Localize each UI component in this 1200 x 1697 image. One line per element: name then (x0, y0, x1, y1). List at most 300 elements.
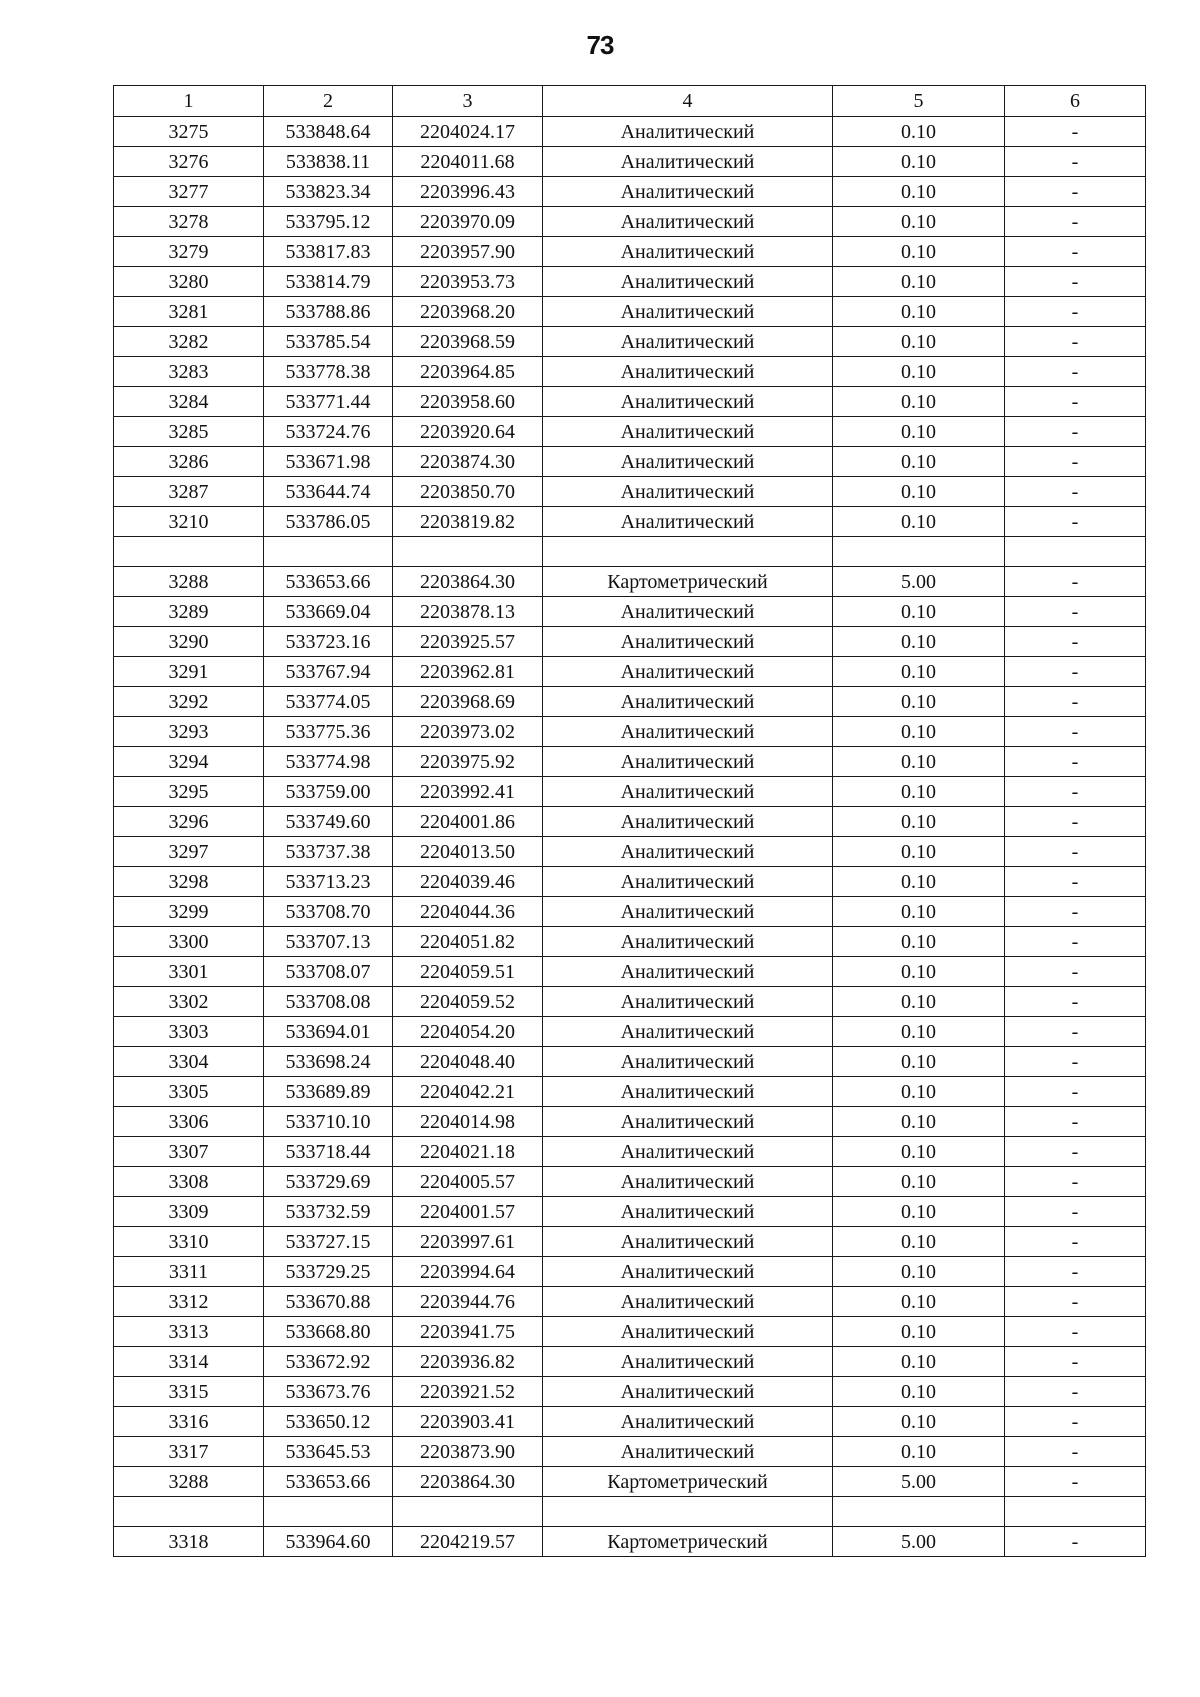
accuracy-cell: 0.10 (833, 117, 1005, 147)
note-cell: - (1005, 1077, 1146, 1107)
method-cell: Аналитический (543, 1377, 833, 1407)
accuracy-cell: 0.10 (833, 387, 1005, 417)
accuracy-cell: 0.10 (833, 957, 1005, 987)
accuracy-cell: 0.10 (833, 777, 1005, 807)
accuracy-cell: 0.10 (833, 1107, 1005, 1137)
method-cell: Аналитический (543, 777, 833, 807)
note-cell: - (1005, 1257, 1146, 1287)
method-cell: Аналитический (543, 1317, 833, 1347)
y-coordinate-cell: 2203920.64 (393, 417, 543, 447)
x-coordinate-cell: 533838.11 (264, 147, 393, 177)
y-coordinate-cell: 2204048.40 (393, 1047, 543, 1077)
table-row (114, 237, 1146, 267)
table-row (114, 567, 1146, 597)
note-cell (1005, 1497, 1146, 1527)
table-row (114, 927, 1146, 957)
method-cell: Аналитический (543, 657, 833, 687)
method-cell: Аналитический (543, 327, 833, 357)
y-coordinate-cell: 2204005.57 (393, 1167, 543, 1197)
point-number-cell: 3297 (114, 837, 264, 867)
y-coordinate-cell: 2203903.41 (393, 1407, 543, 1437)
point-number-cell: 3299 (114, 897, 264, 927)
x-coordinate-cell: 533785.54 (264, 327, 393, 357)
table-row (114, 1137, 1146, 1167)
x-coordinate-cell: 533723.16 (264, 627, 393, 657)
table-row (114, 1497, 1146, 1527)
x-coordinate-cell: 533774.98 (264, 747, 393, 777)
y-coordinate-cell: 2204044.36 (393, 897, 543, 927)
accuracy-cell: 0.10 (833, 1407, 1005, 1437)
table-row (114, 1527, 1146, 1557)
method-cell: Аналитический (543, 1077, 833, 1107)
point-number-cell: 3288 (114, 567, 264, 597)
point-number-cell: 3294 (114, 747, 264, 777)
note-cell: - (1005, 597, 1146, 627)
x-coordinate-cell: 533669.04 (264, 597, 393, 627)
table-row (114, 1167, 1146, 1197)
table-row (114, 807, 1146, 837)
note-cell: - (1005, 957, 1146, 987)
table-row (114, 267, 1146, 297)
x-coordinate-cell: 533737.38 (264, 837, 393, 867)
table-row (114, 417, 1146, 447)
y-coordinate-cell: 2204042.21 (393, 1077, 543, 1107)
table-row (114, 387, 1146, 417)
method-cell: Аналитический (543, 717, 833, 747)
method-cell: Картометрический (543, 1527, 833, 1557)
table-row (114, 507, 1146, 537)
point-number-cell (114, 1497, 264, 1527)
note-cell: - (1005, 507, 1146, 537)
note-cell: - (1005, 1377, 1146, 1407)
y-coordinate-cell: 2204051.82 (393, 927, 543, 957)
accuracy-cell: 0.10 (833, 267, 1005, 297)
note-cell: - (1005, 1287, 1146, 1317)
point-number-cell: 3304 (114, 1047, 264, 1077)
note-cell: - (1005, 627, 1146, 657)
y-coordinate-cell: 2204013.50 (393, 837, 543, 867)
accuracy-cell: 0.10 (833, 1257, 1005, 1287)
table-row (114, 747, 1146, 777)
point-number-cell: 3315 (114, 1377, 264, 1407)
note-cell: - (1005, 1047, 1146, 1077)
method-cell: Аналитический (543, 897, 833, 927)
accuracy-cell: 0.10 (833, 237, 1005, 267)
method-cell: Аналитический (543, 597, 833, 627)
table-row (114, 477, 1146, 507)
x-coordinate-cell: 533672.92 (264, 1347, 393, 1377)
point-number-cell: 3311 (114, 1257, 264, 1287)
point-number-cell: 3316 (114, 1407, 264, 1437)
table-row (114, 207, 1146, 237)
point-number-cell: 3210 (114, 507, 264, 537)
note-cell: - (1005, 837, 1146, 867)
method-cell: Аналитический (543, 1107, 833, 1137)
table-row (114, 627, 1146, 657)
column-header: 5 (833, 86, 1005, 117)
table-row (114, 537, 1146, 567)
accuracy-cell: 0.10 (833, 507, 1005, 537)
x-coordinate-cell: 533668.80 (264, 1317, 393, 1347)
x-coordinate-cell: 533708.07 (264, 957, 393, 987)
method-cell: Аналитический (543, 987, 833, 1017)
note-cell: - (1005, 117, 1146, 147)
table-row (114, 1377, 1146, 1407)
accuracy-cell: 0.10 (833, 897, 1005, 927)
y-coordinate-cell: 2204219.57 (393, 1527, 543, 1557)
accuracy-cell: 0.10 (833, 687, 1005, 717)
point-number-cell: 3313 (114, 1317, 264, 1347)
method-cell: Аналитический (543, 447, 833, 477)
point-number-cell: 3296 (114, 807, 264, 837)
method-cell: Аналитический (543, 1017, 833, 1047)
point-number-cell: 3312 (114, 1287, 264, 1317)
y-coordinate-cell: 2203873.90 (393, 1437, 543, 1467)
y-coordinate-cell: 2203941.75 (393, 1317, 543, 1347)
method-cell: Аналитический (543, 357, 833, 387)
point-number-cell: 3284 (114, 387, 264, 417)
x-coordinate-cell: 533771.44 (264, 387, 393, 417)
note-cell: - (1005, 1137, 1146, 1167)
y-coordinate-cell: 2204059.51 (393, 957, 543, 987)
y-coordinate-cell: 2203973.02 (393, 717, 543, 747)
method-cell: Аналитический (543, 1047, 833, 1077)
method-cell: Аналитический (543, 687, 833, 717)
y-coordinate-cell: 2204001.86 (393, 807, 543, 837)
x-coordinate-cell: 533814.79 (264, 267, 393, 297)
method-cell: Аналитический (543, 867, 833, 897)
table-row (114, 717, 1146, 747)
note-cell: - (1005, 237, 1146, 267)
y-coordinate-cell: 2204054.20 (393, 1017, 543, 1047)
y-coordinate-cell: 2203994.64 (393, 1257, 543, 1287)
table-row (114, 1407, 1146, 1437)
table-row (114, 897, 1146, 927)
y-coordinate-cell: 2204039.46 (393, 867, 543, 897)
x-coordinate-cell: 533650.12 (264, 1407, 393, 1437)
x-coordinate-cell: 533823.34 (264, 177, 393, 207)
note-cell: - (1005, 1107, 1146, 1137)
accuracy-cell: 0.10 (833, 927, 1005, 957)
x-coordinate-cell: 533645.53 (264, 1437, 393, 1467)
method-cell: Аналитический (543, 627, 833, 657)
accuracy-cell: 0.10 (833, 1017, 1005, 1047)
method-cell: Аналитический (543, 1197, 833, 1227)
note-cell: - (1005, 1017, 1146, 1047)
point-number-cell: 3302 (114, 987, 264, 1017)
x-coordinate-cell: 533729.25 (264, 1257, 393, 1287)
point-number-cell: 3279 (114, 237, 264, 267)
y-coordinate-cell: 2203850.70 (393, 477, 543, 507)
x-coordinate-cell: 533653.66 (264, 567, 393, 597)
column-header: 4 (543, 86, 833, 117)
accuracy-cell: 0.10 (833, 1347, 1005, 1377)
note-cell: - (1005, 927, 1146, 957)
method-cell: Аналитический (543, 957, 833, 987)
method-cell: Аналитический (543, 1407, 833, 1437)
point-number-cell: 3288 (114, 1467, 264, 1497)
y-coordinate-cell: 2203925.57 (393, 627, 543, 657)
x-coordinate-cell: 533759.00 (264, 777, 393, 807)
point-number-cell: 3293 (114, 717, 264, 747)
point-number-cell: 3307 (114, 1137, 264, 1167)
x-coordinate-cell: 533713.23 (264, 867, 393, 897)
y-coordinate-cell: 2203874.30 (393, 447, 543, 477)
method-cell: Аналитический (543, 837, 833, 867)
note-cell: - (1005, 267, 1146, 297)
point-number-cell: 3289 (114, 597, 264, 627)
point-number-cell: 3281 (114, 297, 264, 327)
point-number-cell: 3318 (114, 1527, 264, 1557)
method-cell: Аналитический (543, 1287, 833, 1317)
x-coordinate-cell (264, 537, 393, 567)
accuracy-cell: 0.10 (833, 447, 1005, 477)
point-number-cell: 3310 (114, 1227, 264, 1257)
y-coordinate-cell: 2203921.52 (393, 1377, 543, 1407)
table-row (114, 1317, 1146, 1347)
note-cell: - (1005, 387, 1146, 417)
method-cell: Аналитический (543, 207, 833, 237)
y-coordinate-cell: 2203968.20 (393, 297, 543, 327)
note-cell: - (1005, 897, 1146, 927)
table-row (114, 867, 1146, 897)
point-number-cell: 3300 (114, 927, 264, 957)
x-coordinate-cell: 533727.15 (264, 1227, 393, 1257)
point-number-cell: 3309 (114, 1197, 264, 1227)
point-number-cell: 3286 (114, 447, 264, 477)
method-cell (543, 537, 833, 567)
x-coordinate-cell: 533718.44 (264, 1137, 393, 1167)
point-number-cell: 3283 (114, 357, 264, 387)
table-row (114, 687, 1146, 717)
y-coordinate-cell: 2203992.41 (393, 777, 543, 807)
table-row (114, 1347, 1146, 1377)
accuracy-cell: 0.10 (833, 1047, 1005, 1077)
point-number-cell: 3291 (114, 657, 264, 687)
table-row (114, 1017, 1146, 1047)
accuracy-cell: 0.10 (833, 477, 1005, 507)
x-coordinate-cell: 533698.24 (264, 1047, 393, 1077)
accuracy-cell: 0.10 (833, 627, 1005, 657)
column-header: 3 (393, 86, 543, 117)
accuracy-cell: 0.10 (833, 1077, 1005, 1107)
y-coordinate-cell: 2203953.73 (393, 267, 543, 297)
note-cell: - (1005, 657, 1146, 687)
accuracy-cell: 0.10 (833, 357, 1005, 387)
y-coordinate-cell: 2204011.68 (393, 147, 543, 177)
y-coordinate-cell: 2203975.92 (393, 747, 543, 777)
method-cell: Картометрический (543, 1467, 833, 1497)
method-cell: Аналитический (543, 1347, 833, 1377)
column-header: 1 (114, 86, 264, 117)
accuracy-cell: 0.10 (833, 807, 1005, 837)
x-coordinate-cell: 533767.94 (264, 657, 393, 687)
table-row (114, 1077, 1146, 1107)
accuracy-cell: 0.10 (833, 837, 1005, 867)
note-cell: - (1005, 1527, 1146, 1557)
accuracy-cell: 5.00 (833, 567, 1005, 597)
x-coordinate-cell: 533724.76 (264, 417, 393, 447)
y-coordinate-cell: 2203936.82 (393, 1347, 543, 1377)
coordinates-table (113, 85, 1146, 1557)
note-cell: - (1005, 417, 1146, 447)
note-cell: - (1005, 1347, 1146, 1377)
method-cell: Аналитический (543, 477, 833, 507)
method-cell (543, 1497, 833, 1527)
point-number-cell: 3292 (114, 687, 264, 717)
table-row (114, 1467, 1146, 1497)
x-coordinate-cell: 533817.83 (264, 237, 393, 267)
table-row (114, 1257, 1146, 1287)
x-coordinate-cell: 533671.98 (264, 447, 393, 477)
accuracy-cell: 0.10 (833, 297, 1005, 327)
method-cell: Аналитический (543, 1257, 833, 1287)
note-cell: - (1005, 297, 1146, 327)
note-cell: - (1005, 687, 1146, 717)
point-number-cell: 3282 (114, 327, 264, 357)
note-cell: - (1005, 1317, 1146, 1347)
point-number-cell: 3276 (114, 147, 264, 177)
y-coordinate-cell (393, 537, 543, 567)
x-coordinate-cell: 533729.69 (264, 1167, 393, 1197)
y-coordinate-cell: 2203864.30 (393, 1467, 543, 1497)
note-cell: - (1005, 987, 1146, 1017)
accuracy-cell: 0.10 (833, 177, 1005, 207)
note-cell: - (1005, 717, 1146, 747)
table-row (114, 327, 1146, 357)
method-cell: Аналитический (543, 747, 833, 777)
note-cell: - (1005, 447, 1146, 477)
table-body (114, 117, 1146, 1557)
point-number-cell: 3275 (114, 117, 264, 147)
accuracy-cell: 0.10 (833, 417, 1005, 447)
x-coordinate-cell: 533848.64 (264, 117, 393, 147)
accuracy-cell (833, 537, 1005, 567)
note-cell: - (1005, 1167, 1146, 1197)
note-cell: - (1005, 477, 1146, 507)
accuracy-cell: 0.10 (833, 1197, 1005, 1227)
accuracy-cell: 0.10 (833, 1377, 1005, 1407)
table-row (114, 177, 1146, 207)
x-coordinate-cell: 533778.38 (264, 357, 393, 387)
note-cell: - (1005, 747, 1146, 777)
table-row (114, 297, 1146, 327)
table-header-row (114, 86, 1146, 117)
y-coordinate-cell: 2203964.85 (393, 357, 543, 387)
point-number-cell: 3298 (114, 867, 264, 897)
method-cell: Аналитический (543, 417, 833, 447)
method-cell: Аналитический (543, 117, 833, 147)
x-coordinate-cell: 533749.60 (264, 807, 393, 837)
point-number-cell: 3295 (114, 777, 264, 807)
note-cell: - (1005, 177, 1146, 207)
column-header: 2 (264, 86, 393, 117)
y-coordinate-cell: 2203958.60 (393, 387, 543, 417)
note-cell: - (1005, 327, 1146, 357)
method-cell: Аналитический (543, 177, 833, 207)
method-cell: Аналитический (543, 387, 833, 417)
x-coordinate-cell: 533653.66 (264, 1467, 393, 1497)
y-coordinate-cell: 2204024.17 (393, 117, 543, 147)
note-cell: - (1005, 357, 1146, 387)
y-coordinate-cell: 2203968.69 (393, 687, 543, 717)
y-coordinate-cell: 2203878.13 (393, 597, 543, 627)
table-row (114, 447, 1146, 477)
table-row (114, 1197, 1146, 1227)
point-number-cell: 3277 (114, 177, 264, 207)
point-number-cell: 3305 (114, 1077, 264, 1107)
point-number-cell: 3290 (114, 627, 264, 657)
x-coordinate-cell: 533774.05 (264, 687, 393, 717)
method-cell: Аналитический (543, 147, 833, 177)
x-coordinate-cell: 533775.36 (264, 717, 393, 747)
x-coordinate-cell: 533673.76 (264, 1377, 393, 1407)
method-cell: Аналитический (543, 297, 833, 327)
table-row (114, 987, 1146, 1017)
table-row (114, 597, 1146, 627)
note-cell: - (1005, 1407, 1146, 1437)
y-coordinate-cell: 2204059.52 (393, 987, 543, 1017)
table-row (114, 1047, 1146, 1077)
note-cell: - (1005, 807, 1146, 837)
method-cell: Аналитический (543, 1137, 833, 1167)
table-row (114, 777, 1146, 807)
point-number-cell: 3278 (114, 207, 264, 237)
accuracy-cell: 0.10 (833, 1227, 1005, 1257)
accuracy-cell: 5.00 (833, 1467, 1005, 1497)
y-coordinate-cell: 2203957.90 (393, 237, 543, 267)
method-cell: Аналитический (543, 1167, 833, 1197)
y-coordinate-cell: 2203864.30 (393, 567, 543, 597)
point-number-cell: 3280 (114, 267, 264, 297)
y-coordinate-cell: 2203970.09 (393, 207, 543, 237)
method-cell: Аналитический (543, 927, 833, 957)
accuracy-cell: 0.10 (833, 147, 1005, 177)
method-cell: Аналитический (543, 237, 833, 267)
table-row (114, 1227, 1146, 1257)
table-row (114, 1437, 1146, 1467)
y-coordinate-cell: 2203997.61 (393, 1227, 543, 1257)
x-coordinate-cell: 533694.01 (264, 1017, 393, 1047)
accuracy-cell: 0.10 (833, 1287, 1005, 1317)
method-cell: Аналитический (543, 1227, 833, 1257)
y-coordinate-cell: 2203996.43 (393, 177, 543, 207)
table-row (114, 117, 1146, 147)
page-number: 73 (586, 30, 614, 60)
x-coordinate-cell (264, 1497, 393, 1527)
point-number-cell: 3303 (114, 1017, 264, 1047)
table-row (114, 957, 1146, 987)
note-cell: - (1005, 1197, 1146, 1227)
note-cell: - (1005, 147, 1146, 177)
accuracy-cell: 0.10 (833, 657, 1005, 687)
accuracy-cell: 0.10 (833, 597, 1005, 627)
note-cell: - (1005, 1227, 1146, 1257)
x-coordinate-cell: 533689.89 (264, 1077, 393, 1107)
accuracy-cell: 0.10 (833, 1167, 1005, 1197)
y-coordinate-cell: 2203819.82 (393, 507, 543, 537)
table-row (114, 657, 1146, 687)
point-number-cell: 3308 (114, 1167, 264, 1197)
accuracy-cell: 0.10 (833, 1437, 1005, 1467)
note-cell: - (1005, 1467, 1146, 1497)
note-cell: - (1005, 867, 1146, 897)
accuracy-cell: 0.10 (833, 717, 1005, 747)
y-coordinate-cell: 2204001.57 (393, 1197, 543, 1227)
point-number-cell: 3306 (114, 1107, 264, 1137)
note-cell: - (1005, 567, 1146, 597)
accuracy-cell: 0.10 (833, 987, 1005, 1017)
